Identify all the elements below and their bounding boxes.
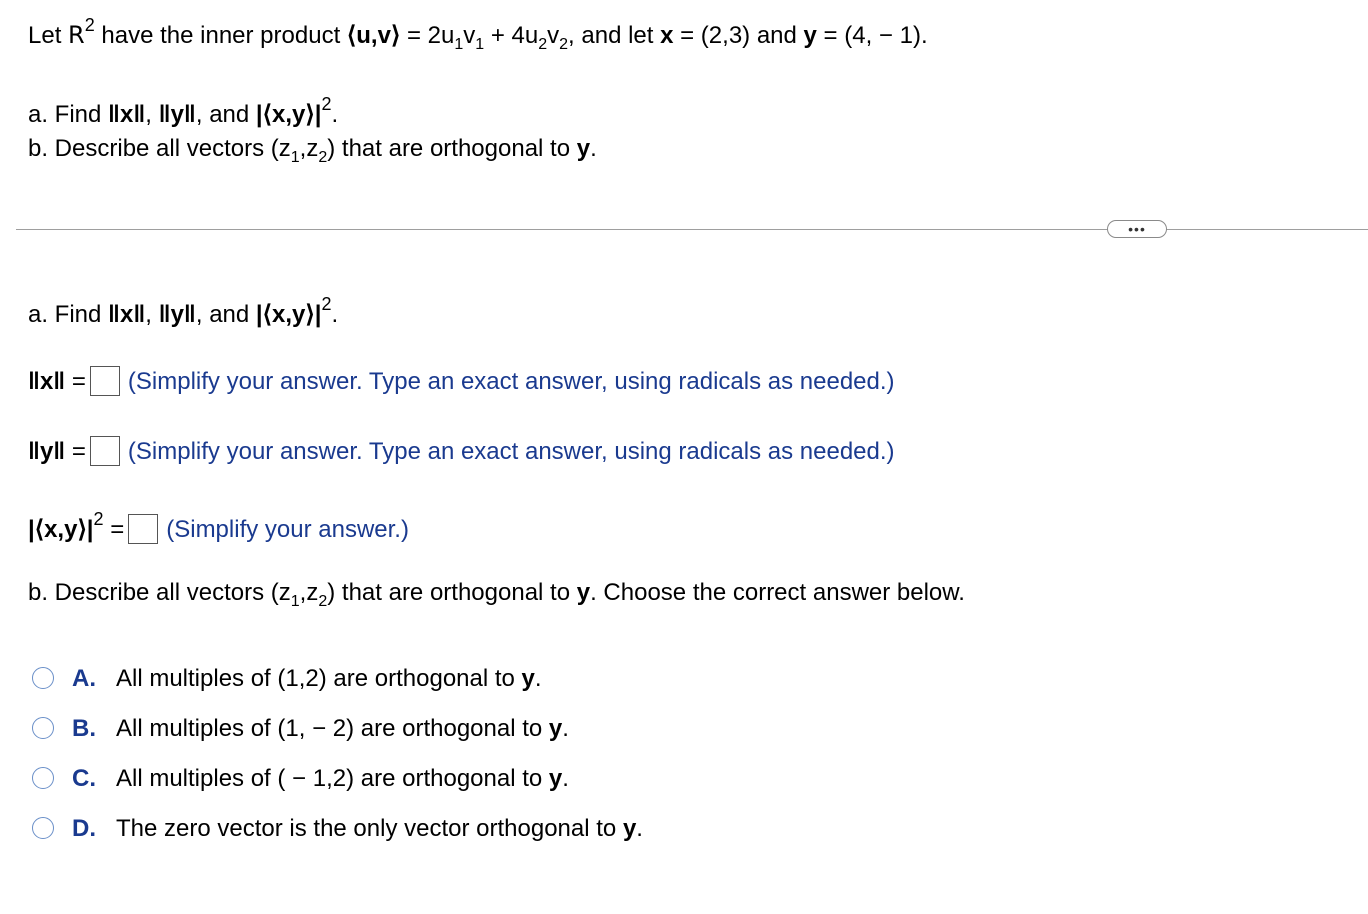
vector-y-label: y xyxy=(576,579,591,606)
separator: , xyxy=(145,101,159,128)
norm-y-input[interactable] xyxy=(90,436,120,466)
option-text-body: The zero vector is the only vector orthogonal to xyxy=(116,815,623,842)
formula-part: = 2u xyxy=(400,22,455,49)
intro-text-3: , and let xyxy=(568,22,661,49)
abs-inner-product-input[interactable] xyxy=(128,514,158,544)
abs-inner-product-label: |⟨x,y⟩| xyxy=(28,516,94,543)
option-a[interactable] xyxy=(30,664,730,694)
option-text xyxy=(116,664,542,694)
equals-sign: = xyxy=(65,438,86,465)
exponent: 2 xyxy=(321,94,332,114)
answer-part-a-heading xyxy=(28,294,339,330)
part-b-instruction: . Choose the correct answer below. xyxy=(590,579,965,606)
part-a-label: a. Find xyxy=(28,301,109,328)
period: . xyxy=(534,665,542,692)
part-b-text: ,z xyxy=(299,579,319,606)
option-letter: C. xyxy=(72,765,96,792)
option-text xyxy=(116,714,569,744)
abs-inner-product-symbol: |⟨x,y⟩| xyxy=(255,301,322,328)
vector-y-value: = (4, − 1). xyxy=(816,22,928,49)
problem-part-a xyxy=(28,94,339,130)
norm-y-symbol: ‖y‖ xyxy=(158,301,196,328)
part-b-text: ,z xyxy=(299,135,319,162)
norm-x-answer-row xyxy=(28,366,895,397)
part-b-prompt xyxy=(28,578,965,608)
real-space-symbol: R xyxy=(68,21,85,49)
subscript: 1 xyxy=(290,593,300,610)
formula-part: v xyxy=(463,22,476,49)
part-b-text: b. Describe all vectors (z xyxy=(28,135,291,162)
option-c[interactable] xyxy=(30,764,730,794)
norm-x-hint: (Simplify your answer. Type an exact answer, using radicals as needed.) xyxy=(127,368,895,395)
conjunction: , and xyxy=(195,101,256,128)
option-text-body: All multiples of ( − 1,2) are orthogonal to xyxy=(116,765,549,792)
norm-x-label: ‖x‖ xyxy=(28,368,66,395)
radio-button[interactable] xyxy=(32,667,54,689)
part-b-text: ) that are orthogonal to xyxy=(327,135,577,162)
vector-y-label: y xyxy=(548,765,563,792)
period: . xyxy=(562,765,569,792)
problem-statement xyxy=(28,15,928,53)
norm-x-symbol: ‖x‖ xyxy=(108,101,146,128)
formula-part: + 4u xyxy=(484,22,539,49)
vector-y-label: y xyxy=(521,665,535,692)
option-b[interactable] xyxy=(30,714,730,744)
norm-x-symbol: ‖x‖ xyxy=(108,301,146,328)
radio-button[interactable] xyxy=(32,767,54,789)
subscript: 2 xyxy=(318,593,328,610)
separator: , xyxy=(145,301,159,328)
vector-x-label: x xyxy=(660,22,674,49)
space-exponent: 2 xyxy=(84,15,95,35)
vector-x-value: = (2,3) and xyxy=(673,22,804,49)
option-text xyxy=(116,814,643,844)
vector-y-label: y xyxy=(803,22,817,49)
norm-y-symbol: ‖y‖ xyxy=(158,101,196,128)
problem-part-b xyxy=(28,134,597,164)
option-letter: A. xyxy=(72,665,96,692)
inner-product-symbol: ⟨u,v⟩ xyxy=(346,22,401,49)
intro-text-2: have the inner product xyxy=(94,22,347,49)
period: . xyxy=(590,135,597,162)
exponent: 2 xyxy=(93,509,104,529)
intro-text: Let xyxy=(28,22,69,49)
option-text xyxy=(116,764,569,794)
option-text-body: All multiples of (1, − 2) are orthogonal to xyxy=(116,715,549,742)
option-letter: D. xyxy=(72,815,96,842)
option-letter: B. xyxy=(72,715,96,742)
period: . xyxy=(562,715,569,742)
part-b-text: b. Describe all vectors (z xyxy=(28,579,291,606)
subscript: 2 xyxy=(559,36,569,53)
equals-sign: = xyxy=(65,368,86,395)
vector-y-label: y xyxy=(576,135,591,162)
conjunction: , and xyxy=(195,301,256,328)
period: . xyxy=(636,815,643,842)
exponent: 2 xyxy=(321,294,332,314)
abs-inner-product-symbol: |⟨x,y⟩| xyxy=(255,101,322,128)
radio-button[interactable] xyxy=(32,817,54,839)
norm-y-answer-row xyxy=(28,436,895,467)
formula-part: v xyxy=(547,22,560,49)
option-text-body: All multiples of (1,2) are orthogonal to xyxy=(116,665,522,692)
norm-x-input[interactable] xyxy=(90,366,120,396)
norm-y-hint: (Simplify your answer. Type an exact answer, using radicals as needed.) xyxy=(127,438,895,465)
period: . xyxy=(331,301,339,328)
abs-inner-product-hint: (Simplify your answer.) xyxy=(166,516,409,543)
vector-y-label: y xyxy=(622,815,637,842)
radio-button[interactable] xyxy=(32,717,54,739)
subscript: 1 xyxy=(454,36,464,53)
subscript: 1 xyxy=(475,36,485,53)
vector-y-label: y xyxy=(548,715,563,742)
abs-inner-product-answer-row xyxy=(28,509,409,545)
more-options-button[interactable]: ••• xyxy=(1107,220,1167,238)
subscript: 2 xyxy=(318,149,328,166)
subscript: 2 xyxy=(538,36,548,53)
subscript: 1 xyxy=(290,149,300,166)
part-a-label: a. Find xyxy=(28,101,109,128)
period: . xyxy=(331,101,339,128)
norm-y-label: ‖y‖ xyxy=(28,438,66,465)
equals-sign: = xyxy=(103,516,125,543)
option-d[interactable] xyxy=(30,814,730,844)
part-b-text: ) that are orthogonal to xyxy=(327,579,577,606)
